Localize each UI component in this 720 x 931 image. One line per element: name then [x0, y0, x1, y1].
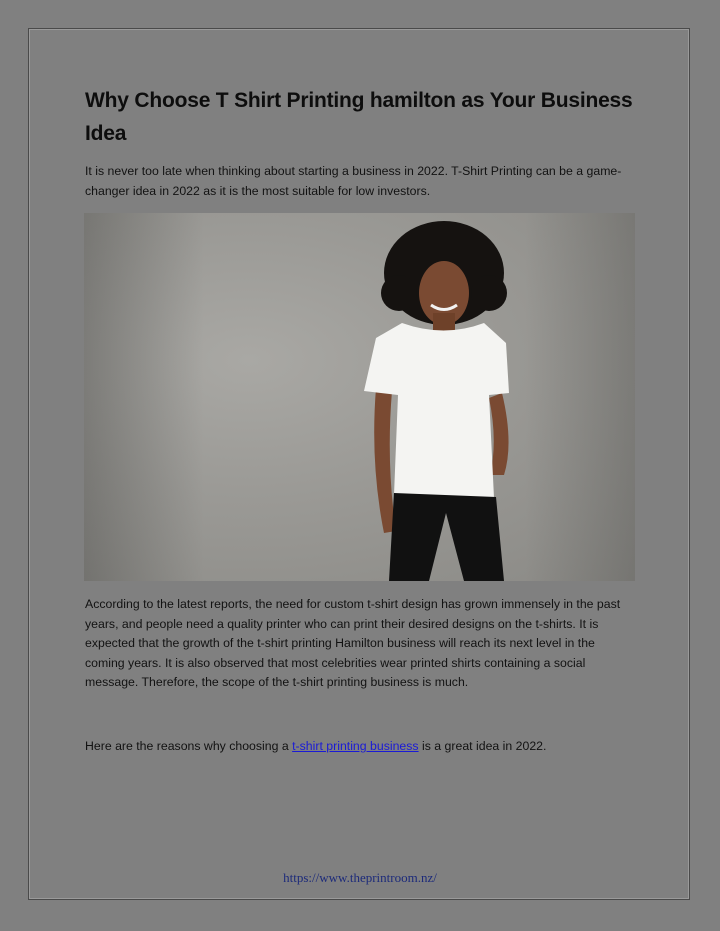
footer-url[interactable]: https://www.theprintroom.nz/ [283, 870, 437, 885]
reasons-suffix: is a great idea in 2022. [418, 739, 547, 753]
printing-business-link[interactable]: t-shirt printing business [292, 739, 419, 753]
page-title: Why Choose T Shirt Printing hamilton as Your Business Idea [85, 89, 633, 145]
hero-image [84, 213, 635, 581]
woman-figure-illustration [84, 213, 635, 581]
reasons-prefix: Here are the reasons why choosing a [85, 739, 293, 753]
intro-paragraph: It is never too late when thinking about starting a business in 2022. T-Shirt Printing can be a game-changer idea in 2022 as it is the most suitable for low investors. [85, 164, 622, 198]
reasons-paragraph [85, 737, 636, 757]
body-paragraph: According to the latest reports, the need for custom t-shirt design has grown immensely in the past years, and people need a quality printer who can print their desired designs on the t-shirts. It is expected that the growth of the t-shirt printing Hamilton business will reach its next level in the coming years. It is also observed that most celebrities wear printed shirts containing a social message. Therefore, the scope of the t-shirt printing business is much. [85, 597, 621, 690]
